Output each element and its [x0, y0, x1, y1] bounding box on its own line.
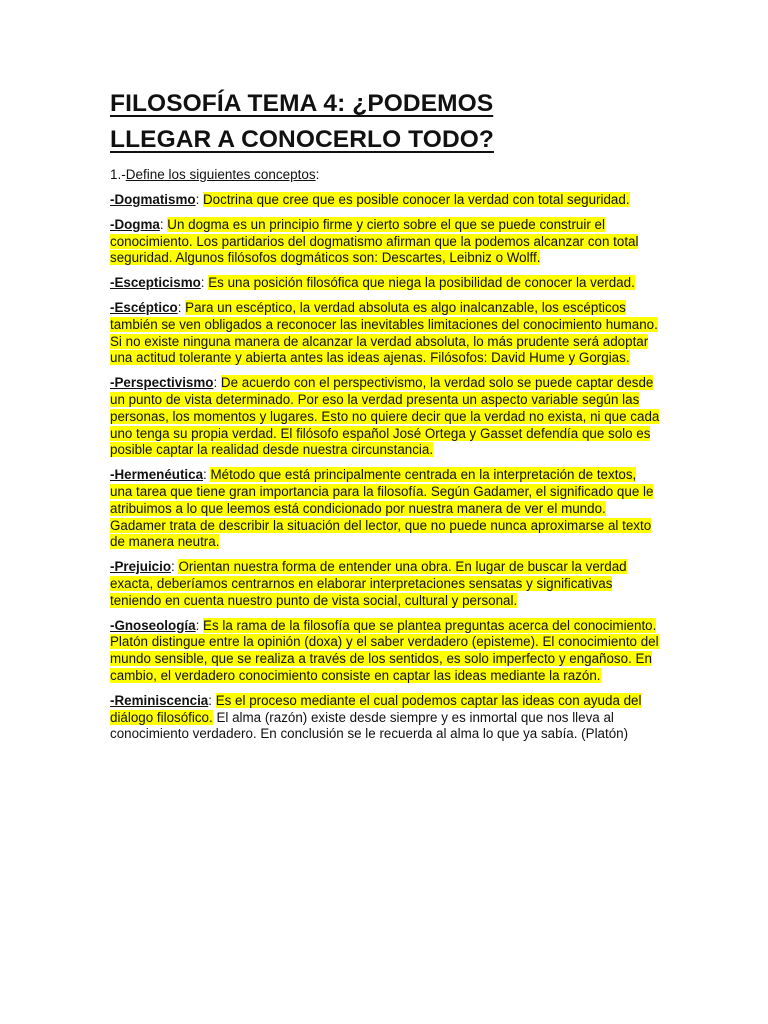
definition-entry	[110, 559, 662, 609]
highlighted-definition: Doctrina que cree que es posible conocer la verdad con total seguridad.	[203, 192, 630, 207]
definition-entry	[110, 618, 662, 685]
definition-term: -Prejuicio	[110, 559, 172, 575]
highlighted-definition: De acuerdo con el perspectivismo, la verdad solo se puede captar desde un punto de vista determinado. Por eso la verdad presenta un aspecto variable según las personas, los momentos y lugares. Esto no quiere decir que la verdad no exista, ni que cada uno tenga su propia verdad. El filósofo español José Ortega y Gasset defendía que solo es posible captar la realidad desde nuestra circunstancia.	[110, 375, 660, 458]
term-separator: :	[159, 216, 168, 232]
highlighted-definition: Método que está principalmente centrada en la interpretación de textos, una tarea que tiene gran importancia para la filosofía. Según Gadamer, el significado que le atribuimos a lo que leemos está condicionado por nuestra manera de ver el mundo. Gadamer trata de describir la situación del lector, que no puede nunca aproximarse al texto de manera neutra.	[110, 467, 654, 550]
exercise-instruction	[110, 166, 662, 183]
definition-entry	[110, 217, 662, 267]
highlighted-definition: Es la rama de la filosofía que se plantea preguntas acerca del conocimiento. Platón distingue entre la opinión (doxa) y el saber verdadero (episteme). El conocimiento del mundo sensible, que se realiza a través de los sentidos, es solo imperfecto y engañoso. En cambio, el verdadero conocimiento consiste en captar las ideas mediante la razón.	[110, 617, 659, 683]
instruction-text: Define los siguientes conceptos	[125, 167, 316, 182]
title-line-1: FILOSOFÍA TEMA 4: ¿PODEMOS	[110, 90, 494, 117]
term-separator: :	[171, 559, 179, 575]
definition-term: -Dogmatismo	[110, 192, 196, 207]
term-separator: :	[195, 192, 204, 207]
definition-term: -Escéptico	[110, 299, 178, 315]
instruction-suffix: :	[315, 167, 320, 182]
highlighted-definition: Para un escéptico, la verdad absoluta es algo inalcanzable, los escépticos también se ven obligados a reconocer las inevitables limitaciones del conocimiento humano. Si no existe ninguna manera de alcanzar la verdad absoluta, lo más prudente será adoptar una actitud tolerante y abierta antes las ideas ajenas. Filósofos: David Hume y Gorgias.	[110, 299, 658, 366]
definition-term: -Gnoseología	[110, 617, 196, 633]
plain-definition: El alma (razón) existe desde siempre y es inmortal que nos lleva al conocimiento verdadero. En conclusión se le recuerda al alma lo que ya sabía. (Platón)	[110, 709, 629, 742]
definition-entry	[110, 192, 662, 209]
term-separator: :	[200, 275, 209, 291]
definition-entry	[110, 275, 662, 292]
definition-entry	[110, 300, 662, 367]
definition-term: -Dogma	[110, 216, 160, 232]
term-separator: :	[213, 375, 221, 391]
highlighted-definition: Un dogma es un principio firme y cierto sobre el que se puede construir el conocimiento. Los partidarios del dogmatismo afirman que la podemos alcanzar con total seguridad. Algunos filósofos dogmáticos son: Descartes, Leibniz o Wolff.	[110, 216, 639, 266]
title-line-2: LLEGAR A CONOCERLO TODO?	[110, 126, 494, 153]
definitions-list	[110, 192, 662, 743]
term-separator: :	[195, 617, 204, 633]
instruction-number: 1.-	[110, 167, 126, 182]
definition-term: -Perspectivismo	[110, 375, 214, 391]
term-separator: :	[203, 467, 211, 483]
definition-term: -Hermenéutica	[110, 467, 204, 483]
definition-term: -Reminiscencia	[110, 692, 209, 708]
term-separator: :	[208, 692, 216, 708]
definition-term: -Escepticismo	[110, 275, 201, 291]
highlighted-definition: Es una posición filosófica que niega la posibilidad de conocer la verdad.	[208, 275, 635, 291]
highlighted-definition: Es el proceso mediante el cual podemos captar las ideas con ayuda del diálogo filosófico.	[110, 692, 642, 725]
highlighted-definition: Orientan nuestra forma de entender una obra. En lugar de buscar la verdad exacta, deberíamos centrarnos en elaborar interpretaciones sensatas y significativas teniendo en cuenta nuestro punto de vista social, cultural y personal.	[110, 559, 627, 608]
term-separator: :	[177, 299, 186, 315]
definition-entry	[110, 467, 662, 551]
page-title	[110, 86, 662, 158]
document-page	[110, 86, 662, 751]
definition-entry	[110, 375, 662, 459]
definition-entry	[110, 693, 662, 743]
